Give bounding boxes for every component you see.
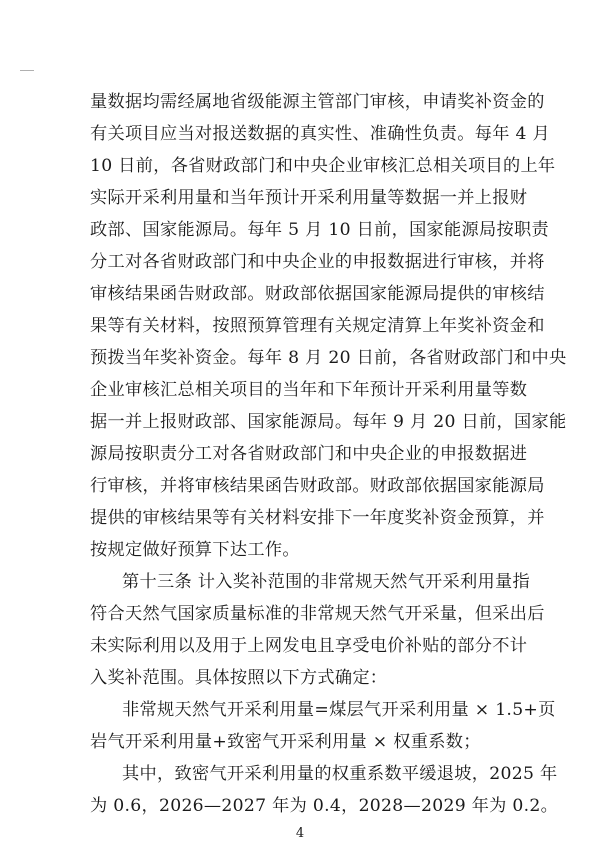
formula-line: 非常规天然气开采利用量=煤层气开采利用量 × 1.5+页 bbox=[122, 700, 556, 720]
text-line: 分工对各省财政部门和中央企业的申报数据进行审核，并将 bbox=[90, 252, 545, 272]
text-line: 行审核，并将审核结果函告财政部。财政部依据国家能源局 bbox=[90, 476, 545, 496]
text-line: 10 日前，各省财政部门和中央企业审核汇总相关项目的上年 bbox=[90, 156, 556, 176]
text-line: 按规定做好预算下达工作。 bbox=[90, 540, 300, 560]
text-line: 其中，致密气开采利用量的权重系数平缓退坡，2025 年 bbox=[122, 764, 558, 784]
text-line: 实际开采利用量和当年预计开采利用量等数据一并上报财 bbox=[90, 188, 528, 208]
scan-mark bbox=[20, 70, 34, 71]
text-line: 有关项目应当对报送数据的真实性、准确性负责。每年 4 月 bbox=[90, 124, 550, 144]
text-line: 预拨当年奖补资金。每年 8 月 20 日前，各省财政部门和中央 bbox=[90, 348, 567, 368]
page-number: 4 bbox=[295, 826, 305, 841]
text-line: 果等有关材料，按照预算管理有关规定清算上年奖补资金和 bbox=[90, 316, 545, 336]
text-line: 量数据均需经属地省级能源主管部门审核，申请奖补资金的 bbox=[90, 92, 545, 112]
text-line: 入奖补范围。具体按照以下方式确定： bbox=[90, 668, 388, 688]
text-line: 符合天然气国家质量标准的非常规天然气开采量，但采出后 bbox=[90, 604, 545, 624]
text-line: 据一并上报财政部、国家能源局。每年 9 月 20 日前，国家能 bbox=[90, 412, 567, 432]
text-line: 未实际利用以及用于上网发电且享受电价补贴的部分不计 bbox=[90, 636, 528, 656]
text-line: 源局按职责分工对各省财政部门和中央企业的申报数据进 bbox=[90, 444, 528, 464]
formula-line: 岩气开采利用量+致密气开采利用量 × 权重系数； bbox=[90, 732, 481, 752]
text-line: 为 0.6，2026—2027 年为 0.4，2028—2029 年为 0.2。 bbox=[90, 796, 559, 816]
text-line: 审核结果函告财政部。财政部依据国家能源局提供的审核结 bbox=[90, 284, 545, 304]
text-line: 政部、国家能源局。每年 5 月 10 日前，国家能源局按职责 bbox=[90, 220, 549, 240]
text-line: 提供的审核结果等有关材料安排下一年度奖补资金预算，并 bbox=[90, 508, 545, 528]
text-line: 企业审核汇总相关项目的当年和下年预计开采利用量等数 bbox=[90, 380, 528, 400]
article-13-heading-line: 第十三条 计入奖补范围的非常规天然气开采利用量指 bbox=[122, 572, 530, 592]
